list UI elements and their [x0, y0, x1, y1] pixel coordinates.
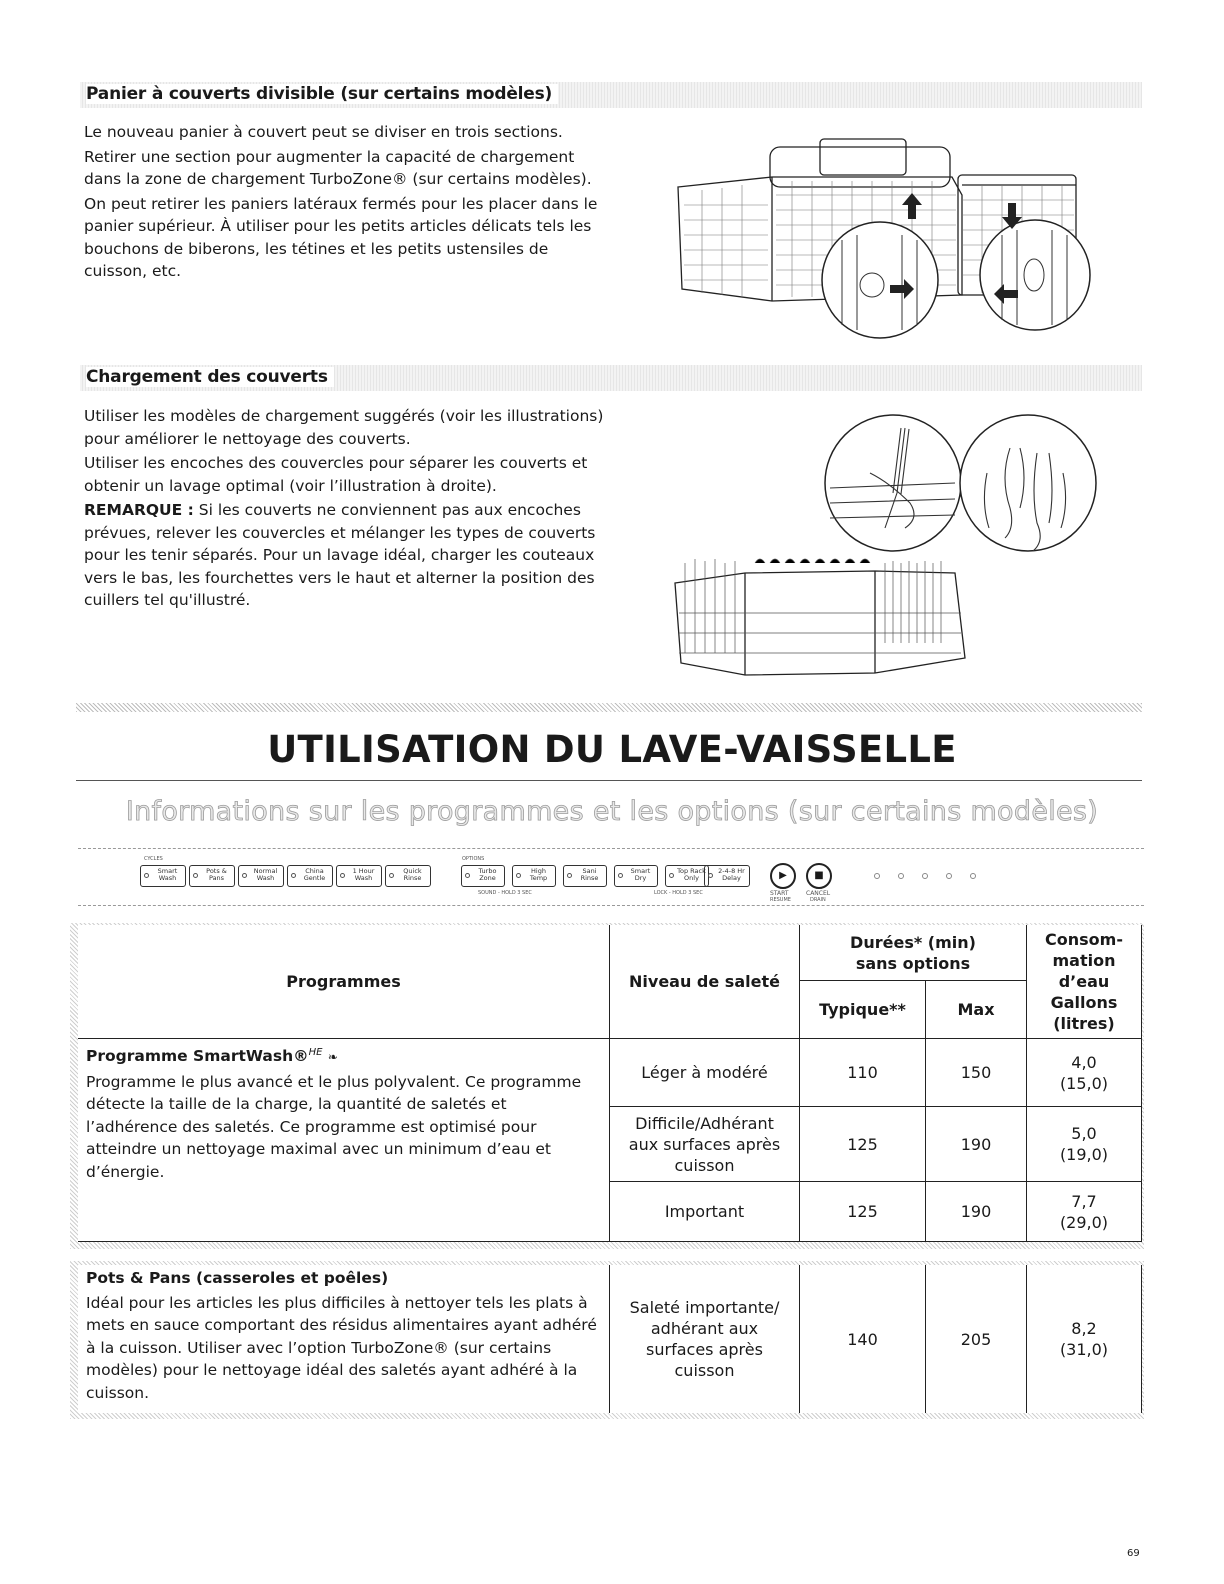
- hatched-divider: [76, 703, 1142, 712]
- option-button[interactable]: [563, 865, 607, 887]
- header-niveau: Niveau de saleté: [610, 925, 800, 1039]
- program-description: Programme le plus avancé et le plus polyvalent. Ce programme détecte la taille de la charge, la quantité de saletés et l’adhérence des saletés. Ce programme est optimisé pour atteindre un nettoyage maximal avec un minimum d’eau et d’énergie.: [86, 1072, 582, 1181]
- play-icon: ▶: [779, 870, 787, 881]
- cancel-button[interactable]: [806, 863, 832, 889]
- cancel-sub-label: DRAIN: [810, 897, 826, 903]
- gallons-value: 7,7: [1071, 1191, 1097, 1211]
- start-label: START: [770, 890, 789, 897]
- program-title-text: Programme SmartWash®: [86, 1047, 309, 1066]
- niveau-cell: Difficile/Adhérant aux surfaces après cuisson: [610, 1107, 800, 1182]
- header-consommation: Consom-mation d’eau Gallons (litres): [1027, 925, 1142, 1039]
- cycle-button[interactable]: [238, 865, 284, 887]
- gallons-value: 8,2: [1071, 1319, 1097, 1338]
- program-description: Idéal pour les articles les plus difficiles à nettoyer tels les plats à mets en sauce comportant des résidus alimentaires ayant adhéré à la cuisson. Utiliser avec l’option TurboZone® (sur certains modèles) pour le nettoyage idéal des saletés ayant adhéré à la cuisson.: [86, 1293, 597, 1402]
- start-sub-label: RESUME: [770, 897, 791, 903]
- gallons-value: 4,0: [1071, 1052, 1097, 1072]
- cycle-button[interactable]: [287, 865, 333, 887]
- smartwash-description: [86, 1042, 601, 1183]
- section-body: [84, 405, 604, 614]
- leaf-icon: ❧: [327, 1050, 338, 1065]
- header-typique: Typique**: [800, 981, 926, 1039]
- basket-illustration: [672, 125, 1092, 343]
- pots-description: [86, 1267, 601, 1404]
- page-number: 69: [1127, 1548, 1140, 1559]
- paragraph: Retirer une section pour augmenter la capacité de chargement dans la zone de chargement TurboZone® (sur certains modèles).: [84, 147, 592, 188]
- section-body: [84, 121, 604, 285]
- max-cell: 150: [926, 1039, 1027, 1107]
- status-light: [922, 873, 928, 879]
- page-title: UTILISATION DU LAVE-VAISSELLE: [267, 728, 957, 771]
- option-button[interactable]: [614, 865, 658, 887]
- typique-cell: 125: [800, 1182, 926, 1242]
- paragraph: Utiliser les encoches des couvercles pour séparer les couverts et obtenir un lavage optimal (voir l’illustration à droite).: [84, 454, 588, 495]
- option-label: Turbo Zone: [478, 867, 497, 882]
- option-label: 2-4-8 Hr Delay: [718, 867, 745, 882]
- title-rule: [76, 780, 1142, 781]
- water-cell: [1027, 1107, 1142, 1182]
- cycle-label: Pots & Pans: [206, 867, 227, 882]
- start-button[interactable]: [770, 863, 796, 889]
- water-cell: [1027, 1039, 1142, 1107]
- water-cell: [1027, 1182, 1142, 1242]
- status-light: [874, 873, 880, 879]
- cycles-label: CYCLES: [144, 856, 163, 862]
- max-cell: 190: [926, 1182, 1027, 1242]
- litres-value: (15,0): [1059, 1073, 1109, 1093]
- litres-value: (19,0): [1059, 1145, 1109, 1164]
- gallons-value: 5,0: [1071, 1124, 1097, 1143]
- status-light: [970, 873, 976, 879]
- paragraph: On peut retirer les paniers latéraux fermés pour les placer dans le panier supérieur. À utiliser pour les petits articles délicats tels les bouchons de biberons, les tétines et les petits ustensiles de cuisson, etc.: [84, 194, 598, 280]
- cancel-label: CANCEL: [806, 890, 831, 897]
- paragraph: Le nouveau panier à couvert peut se diviser en trois sections.: [84, 123, 563, 141]
- lock-note: LOCK - HOLD 3 SEC: [654, 890, 703, 896]
- header-programmes: Programmes: [78, 925, 610, 1039]
- sound-note: SOUND - HOLD 3 SEC: [478, 890, 532, 896]
- max-cell: 205: [926, 1265, 1027, 1413]
- cycle-button[interactable]: [385, 865, 431, 887]
- max-cell: 190: [926, 1107, 1027, 1182]
- status-light: [898, 873, 904, 879]
- paragraph: [84, 499, 604, 612]
- options-label: OPTIONS: [462, 856, 485, 862]
- litres-value: (29,0): [1059, 1212, 1109, 1232]
- section-subtitle: Informations sur les programmes et les options (sur certains modèles): [125, 796, 1099, 827]
- control-panel: [78, 848, 1144, 906]
- option-button[interactable]: [512, 865, 556, 887]
- water-cell: [1027, 1265, 1142, 1413]
- option-label: Smart Dry: [630, 867, 651, 882]
- option-label: High Temp: [529, 867, 548, 882]
- note-text: Si les couverts ne conviennent pas aux encoches prévues, relever les couvercles et mélanger les types de couverts pour les tenir séparés. Pour un lavage idéal, charger les couteaux vers le bas, les fourchettes vers le haut et alterner la position des cuillers tel qu'illustré.: [84, 501, 596, 609]
- header-max: Max: [926, 981, 1027, 1039]
- status-light: [946, 873, 952, 879]
- option-label: Sani Rinse: [580, 867, 599, 882]
- program-title: [86, 1042, 601, 1069]
- program-title-sup: HE: [308, 1047, 323, 1058]
- program-title: Pots & Pans (casseroles et poêles): [86, 1269, 389, 1287]
- niveau-cell: Saleté importante/ adhérant aux surfaces après cuisson: [610, 1265, 800, 1413]
- cycle-label: Quick Rinse: [403, 867, 422, 882]
- paragraph: Utiliser les modèles de chargement suggérés (voir les illustrations) pour améliorer le nettoyage des couverts.: [84, 407, 604, 448]
- niveau-cell: Important: [610, 1182, 800, 1242]
- silverware-illustration: [665, 413, 1135, 688]
- note-label: REMARQUE :: [84, 501, 194, 519]
- section-heading: Panier à couverts divisible (sur certains modèles): [86, 84, 558, 104]
- option-label: Top Rack Only: [677, 867, 706, 882]
- option-button[interactable]: [704, 865, 750, 887]
- cycle-label: Smart Wash: [157, 867, 178, 882]
- programs-table: [70, 923, 1144, 1249]
- typique-cell: 125: [800, 1107, 926, 1182]
- cycle-label: 1 Hour Wash: [352, 867, 375, 882]
- cycle-label: Normal Wash: [253, 867, 278, 882]
- cycle-button[interactable]: [140, 865, 186, 887]
- cycle-button[interactable]: [189, 865, 235, 887]
- litres-value: (31,0): [1059, 1340, 1109, 1359]
- cycle-label: China Gentle: [303, 867, 326, 882]
- option-button[interactable]: [665, 865, 709, 887]
- programs-table: [70, 1261, 1144, 1419]
- stop-icon: ■: [814, 870, 824, 881]
- cycle-button[interactable]: [336, 865, 382, 887]
- niveau-cell: Léger à modéré: [610, 1039, 800, 1107]
- header-durees: Durées* (min) sans options: [800, 925, 1027, 981]
- section-heading: Chargement des couverts: [86, 367, 334, 387]
- typique-cell: 140: [800, 1265, 926, 1413]
- typique-cell: 110: [800, 1039, 926, 1107]
- option-button[interactable]: [461, 865, 505, 887]
